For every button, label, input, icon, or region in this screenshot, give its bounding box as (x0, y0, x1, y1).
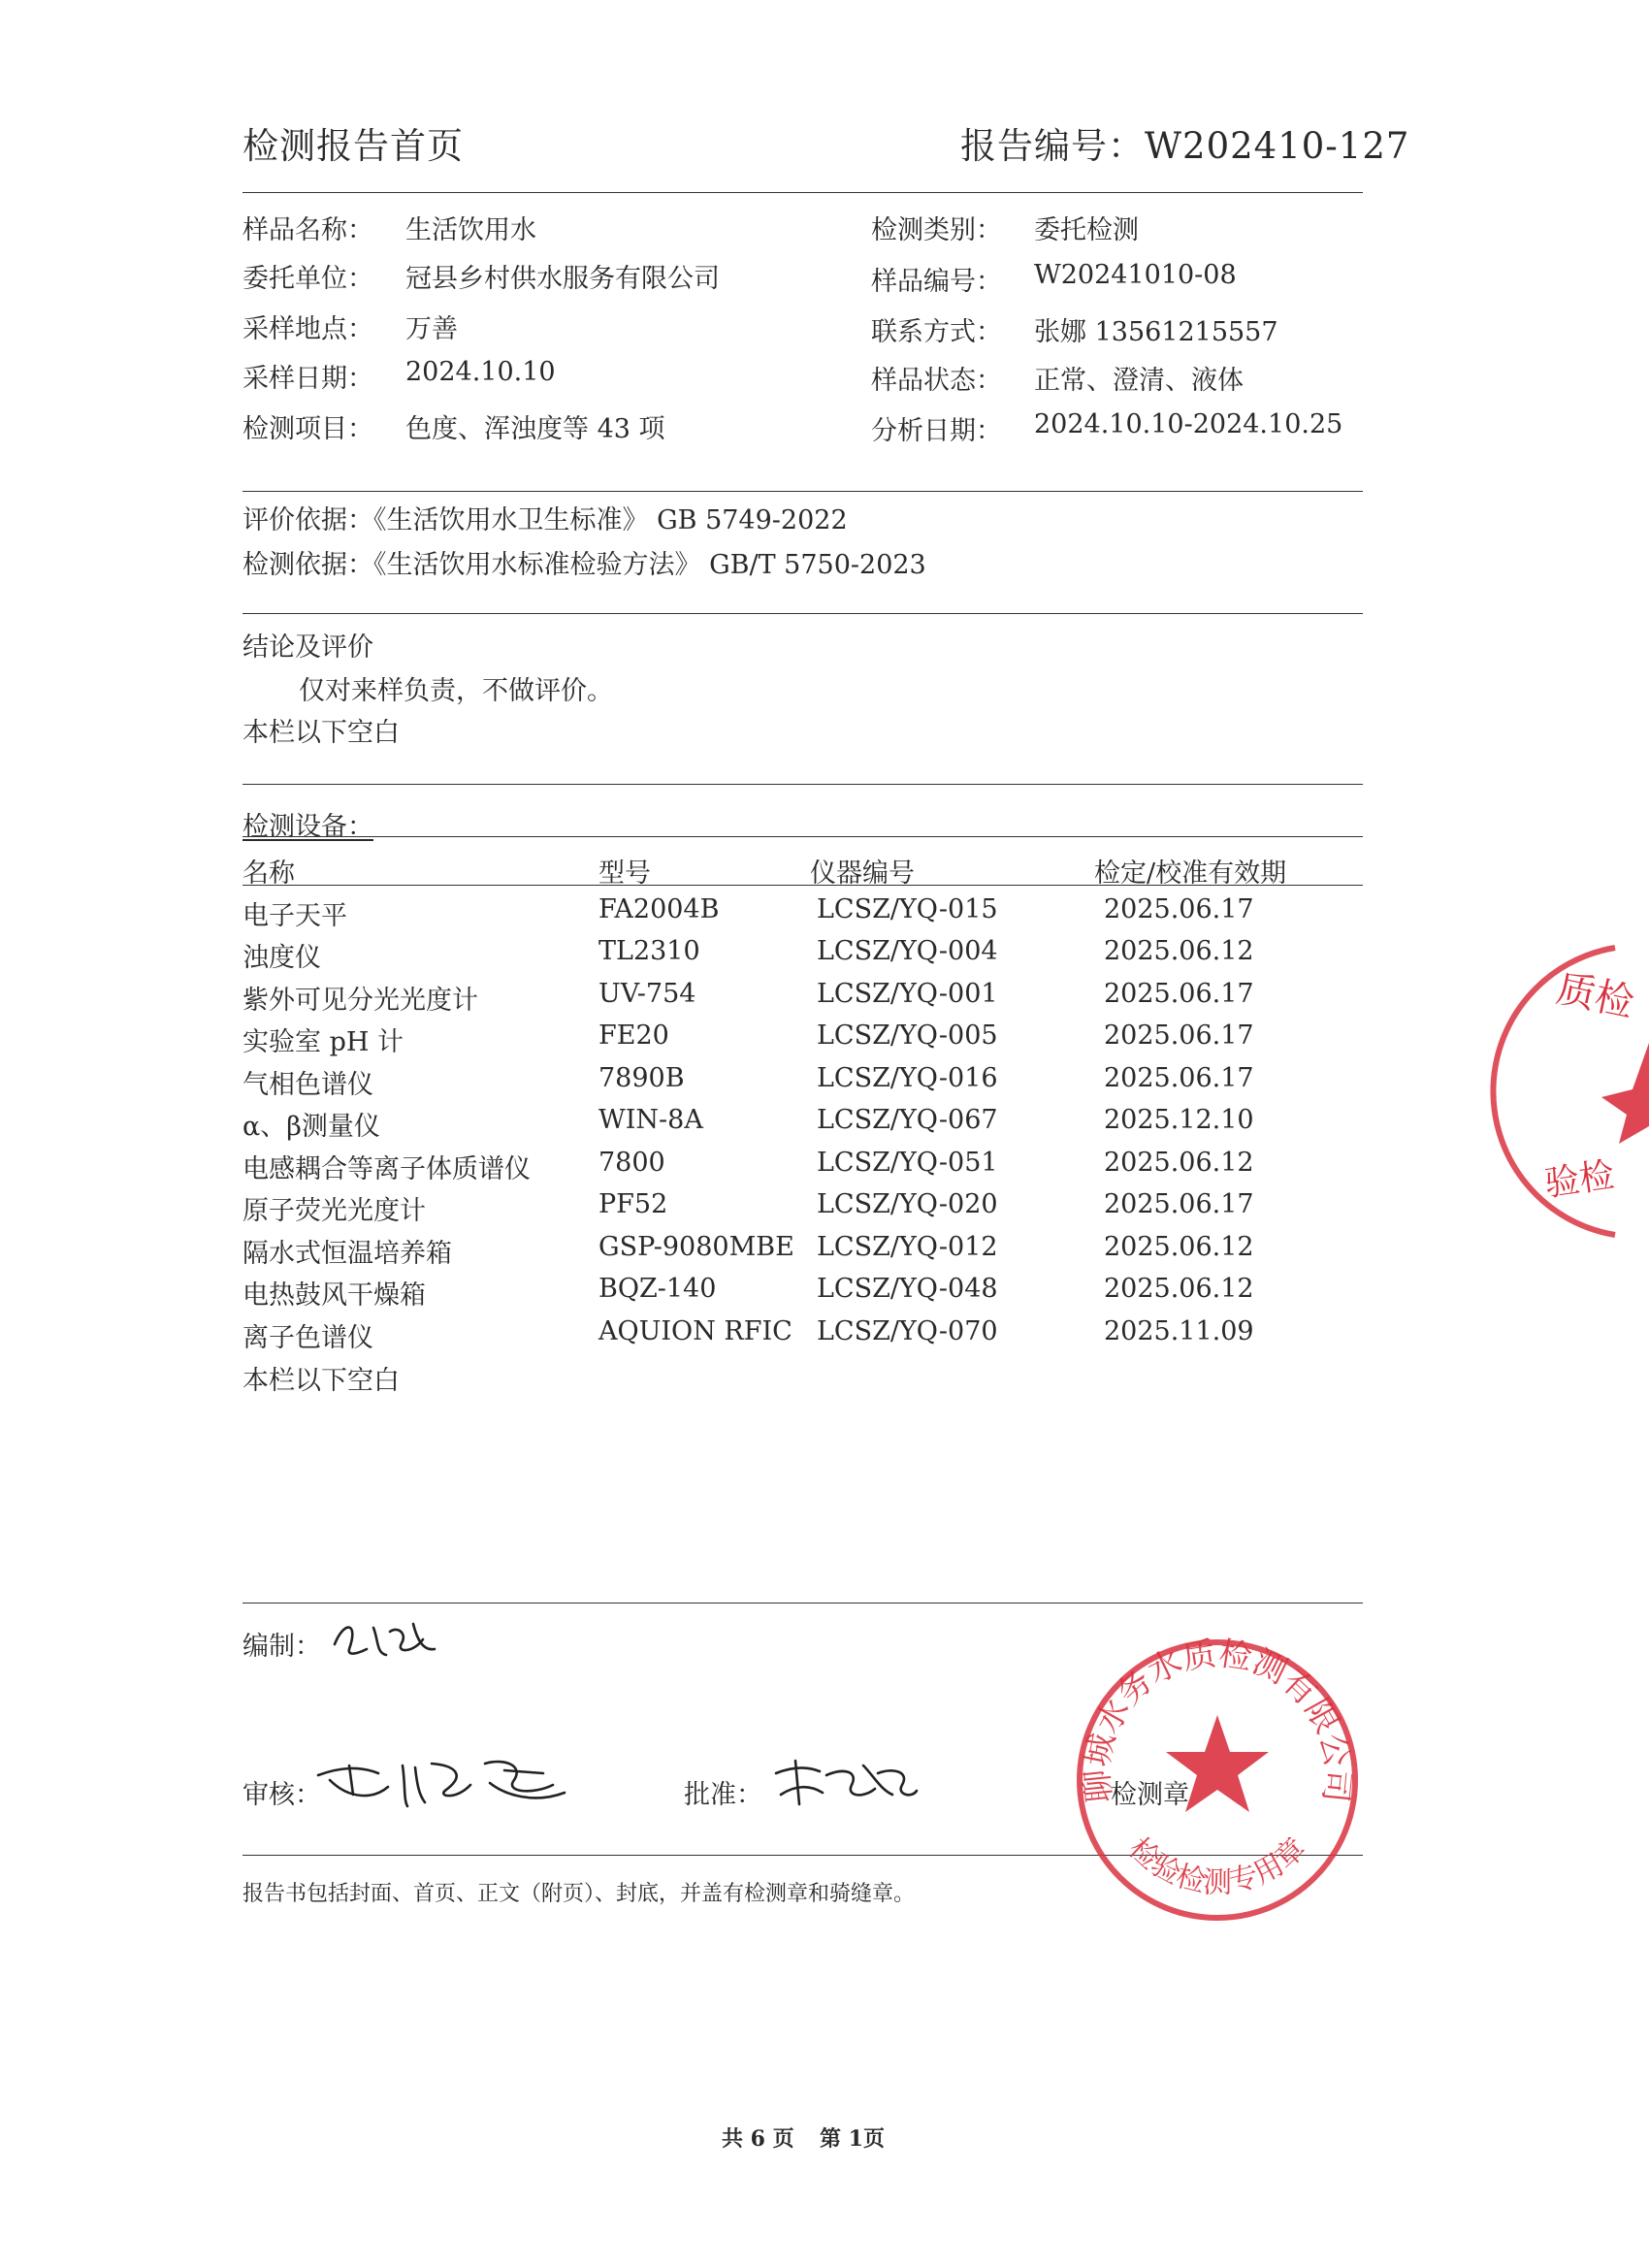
cell-name: 浊度仪 (242, 943, 321, 973)
official-seal (1067, 1630, 1368, 1930)
info-right-1 (871, 260, 1237, 298)
cell-model: GSP-9080MBE (598, 1232, 794, 1262)
cell-instrument-no: LCSZ/YQ-001 (817, 979, 998, 1009)
reviewer-signature (310, 1746, 582, 1814)
field-value: 色度、浑浊度等 43 项 (405, 414, 665, 444)
cell-model: UV-754 (598, 979, 696, 1009)
cell-model: FE20 (598, 1021, 669, 1051)
cell-instrument-no: LCSZ/YQ-051 (817, 1148, 998, 1178)
table-row (0, 1232, 1649, 1271)
divider (242, 885, 1363, 886)
approver-signature (766, 1746, 922, 1819)
field-value: 生活饮用水 (405, 215, 536, 245)
field-label: 检测项目： (242, 414, 373, 444)
field-label: 样品状态： (871, 366, 1002, 396)
cell-model: TL2310 (598, 936, 700, 966)
field-label: 联系方式： (871, 317, 1002, 347)
field-value: 张娜 13561215557 (1034, 317, 1278, 347)
divider (242, 1603, 1363, 1604)
cell-validity: 2025.06.17 (1104, 1063, 1254, 1093)
info-left-1 (242, 257, 720, 295)
field-value: 正常、澄清、液体 (1034, 366, 1244, 396)
field-value: 万善 (405, 314, 458, 344)
eval-basis-label: 评价依据： (242, 505, 373, 535)
divider (242, 836, 1363, 837)
cell-validity: 2025.06.17 (1104, 1189, 1254, 1219)
eval-basis (242, 499, 848, 536)
cell-instrument-no: LCSZ/YQ-015 (817, 894, 998, 924)
cell-validity: 2025.06.12 (1104, 936, 1254, 966)
conclusion-heading: 结论及评价 (242, 632, 373, 663)
seam-seal (1537, 936, 1649, 1247)
cell-model: FA2004B (598, 894, 720, 924)
test-basis (242, 543, 926, 581)
field-value: W20241010-08 (1034, 260, 1237, 290)
table-row (0, 979, 1649, 1018)
field-label: 采样地点： (242, 314, 373, 344)
cell-instrument-no: LCSZ/YQ-004 (817, 936, 998, 966)
equipment-blank: 本栏以下空白 (242, 1366, 400, 1396)
equipment-heading: 检测设备： (242, 812, 373, 842)
info-left-0 (242, 209, 536, 246)
reviewed-label: 审核： (242, 1780, 321, 1810)
cell-instrument-no: LCSZ/YQ-020 (817, 1189, 998, 1219)
cell-validity: 2025.06.17 (1104, 894, 1254, 924)
cell-model: 7890B (598, 1063, 685, 1093)
compiled-label: 编制： (242, 1632, 321, 1662)
compiler-signature (330, 1610, 446, 1669)
column-header-name: 名称 (242, 859, 295, 889)
cell-validity: 2025.06.17 (1104, 1021, 1254, 1051)
cell-name: 电感耦合等离子体质谱仪 (242, 1154, 531, 1184)
field-value: 2024.10.10-2024.10.25 (1034, 409, 1343, 439)
page-current: 第 1页 (820, 2126, 885, 2152)
seam-seal-bottom-text: 验检 (1541, 1155, 1617, 1205)
info-right-3 (871, 359, 1244, 397)
cell-instrument-no: LCSZ/YQ-067 (817, 1105, 998, 1135)
test-basis-value: 《生活饮用水标准检验方法》 GB/T 5750-2023 (373, 550, 926, 580)
cell-name: 气相色谱仪 (242, 1070, 373, 1100)
info-right-4 (871, 409, 1343, 447)
cell-validity: 2025.06.12 (1104, 1232, 1254, 1262)
divider (242, 613, 1363, 614)
cell-instrument-no: LCSZ/YQ-070 (817, 1316, 998, 1346)
field-value: 委托检测 (1034, 215, 1139, 245)
cell-name: α、β测量仪 (242, 1112, 380, 1142)
report-note: 报告书包括封面、首页、正文（附页）、封底，并盖有检测章和骑缝章。 (242, 1882, 916, 1906)
report-number-value: W202410-127 (1145, 125, 1410, 167)
cell-instrument-no: LCSZ/YQ-005 (817, 1021, 998, 1051)
cell-instrument-no: LCSZ/YQ-016 (817, 1063, 998, 1093)
cell-validity: 2025.06.12 (1104, 1148, 1254, 1178)
seal-bottom-text: 检验检测专用章 (1121, 1831, 1313, 1900)
cell-model: WIN-8A (598, 1105, 703, 1135)
cell-model: PF52 (598, 1189, 668, 1219)
table-row (0, 1274, 1649, 1312)
report-number (960, 116, 1409, 169)
divider (242, 784, 1363, 785)
cell-name: 隔水式恒温培养箱 (242, 1239, 452, 1269)
table-row (0, 1021, 1649, 1059)
cell-validity: 2025.12.10 (1104, 1105, 1254, 1135)
seal-top-text: 聊城水务水质检测有限公司 (1078, 1635, 1357, 1805)
cell-name: 紫外可见分光光度计 (242, 986, 478, 1016)
cell-instrument-no: LCSZ/YQ-012 (817, 1232, 998, 1262)
report-number-label: 报告编号： (960, 125, 1145, 167)
page-total: 共 6 页 (722, 2126, 794, 2152)
seam-seal-top-text: 质检 (1552, 966, 1638, 1026)
field-label: 样品名称： (242, 215, 373, 245)
info-left-4 (242, 407, 665, 445)
column-header-instrument-no: 仪器编号 (810, 859, 915, 889)
cell-validity: 2025.11.09 (1104, 1316, 1254, 1346)
cell-name: 原子荧光光度计 (242, 1196, 426, 1226)
cell-model: 7800 (598, 1148, 665, 1178)
cell-name: 离子色谱仪 (242, 1323, 373, 1353)
svg-text:检验检测专用章 (1122, 1831, 1313, 1899)
field-value: 2024.10.10 (405, 357, 556, 387)
column-header-model: 型号 (598, 859, 651, 889)
stamp-label: 检测章 (1111, 1780, 1189, 1810)
table-row (0, 936, 1649, 975)
cell-instrument-no: LCSZ/YQ-048 (817, 1274, 998, 1304)
field-label: 分析日期： (871, 416, 1002, 446)
column-header-validity: 检定/校准有效期 (1094, 859, 1287, 889)
field-value: 冠县乡村供水服务有限公司 (405, 264, 720, 294)
cell-model: AQUION RFIC (598, 1316, 792, 1346)
info-left-3 (242, 357, 556, 395)
info-right-0 (871, 209, 1139, 246)
cell-model: BQZ-140 (598, 1274, 717, 1304)
table-row (0, 1189, 1649, 1228)
cell-validity: 2025.06.12 (1104, 1274, 1254, 1304)
divider (242, 192, 1363, 193)
table-row (0, 1148, 1649, 1186)
field-label: 委托单位： (242, 264, 373, 294)
divider (242, 491, 1363, 492)
field-label: 检测类别： (871, 215, 1002, 245)
conclusion-text: 仅对来样负责，不做评价。 (299, 676, 613, 706)
table-row (0, 1063, 1649, 1102)
eval-basis-value: 《生活饮用水卫生标准》 GB 5749-2022 (373, 505, 848, 535)
cell-name: 实验室 pH 计 (242, 1027, 404, 1057)
table-row (0, 894, 1649, 933)
conclusion-blank: 本栏以下空白 (242, 718, 400, 748)
table-row (0, 1105, 1649, 1144)
table-row (0, 1316, 1649, 1355)
approved-label: 批准： (684, 1780, 762, 1810)
cell-validity: 2025.06.17 (1104, 979, 1254, 1009)
cell-name: 电热鼓风干燥箱 (242, 1280, 426, 1311)
cell-name: 电子天平 (242, 901, 347, 931)
test-basis-label: 检测依据： (242, 550, 373, 580)
report-title: 检测报告首页 (242, 125, 464, 167)
field-label: 采样日期： (242, 364, 373, 394)
field-label: 样品编号： (871, 267, 1002, 297)
info-right-2 (871, 310, 1278, 348)
info-left-2 (242, 308, 458, 345)
